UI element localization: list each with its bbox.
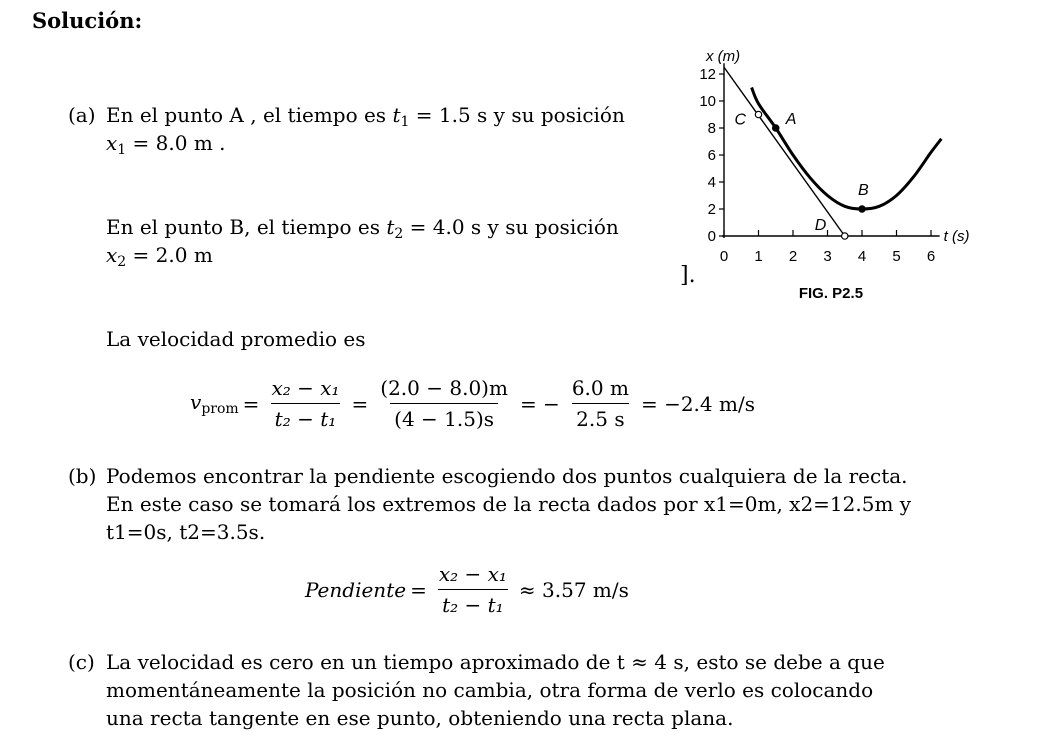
fraction-slope: $\frac{\text{x₂ − x₁}}{\text{t₂ − t₁}}$ [438,562,507,617]
x-tick-label: 2 [788,248,798,265]
slope-equation: Pendiente = $\frac{\text{x₂ − x₁}}{\text{t₂ − t₁}}$ ≈ 3.57 m/s [305,562,629,617]
y-tick-label: 4 [707,174,716,191]
part-c-line-1: La velocidad es cero en un tiempo aproximado de t ≈ 4 s, esto se debe a que [106,650,885,674]
average-velocity-equation: $v_{prom}$ = $\frac{\text{x₂ − x₁}}{\text{t₂ − t₁}}$ = $\frac{(2.0 - 8.0)m}{(4 - 1.5)s}$ = − $\frac{6.0 m}{2.5 s}$ = −2.4 m/s [190,376,755,431]
y-axis-label: x (m) [706,48,741,66]
y-tick-label: 6 [707,147,716,164]
part-b-line-3: t1=0s, t2=3.5s. [106,520,266,544]
part-b-label: (b) [68,464,97,488]
fraction-general: $\frac{\text{x₂ − x₁}}{\text{t₂ − t₁}}$ [271,376,340,431]
position-curve [752,88,942,210]
part-c-line-3: una recta tangente en ese punto, obteniendo una recta plana. [106,706,734,730]
position-time-chart [672,38,982,306]
x-tick-label: 3 [823,248,832,265]
point-label-d: D [814,217,827,234]
y-tick-label: 12 [699,66,716,83]
secant-line [724,67,845,236]
position-time-figure [672,38,982,306]
point-label-b: B [858,182,869,199]
y-tick-label: 2 [707,201,716,218]
y-tick-label: 0 [707,228,716,245]
x-tick-label: 6 [926,248,936,265]
y-tick-label: 10 [699,93,716,110]
point-label-a: A [785,111,797,128]
x-axis-label: t (s) [943,228,970,245]
part-c-line-2: momentáneamente la posición no cambia, otra forma de verlo es colocando [106,678,874,702]
x-tick-label: 4 [857,248,867,265]
x-tick-label: 1 [754,248,763,265]
point-d [842,233,848,239]
part-b-line-1: Podemos encontrar la pendiente escogiendo dos puntos cualquiera de la recta. [106,464,908,488]
part-c-label: (c) [68,650,95,674]
fraction-substituted: $\frac{(2.0 - 8.0)m}{(4 - 1.5)s}$ [380,376,508,431]
part-a-line-1: En el punto A , el tiempo es $t_1 = 1.5$ s y su posición [106,103,625,130]
figure-caption: FIG. P2.5 [798,285,864,302]
x-tick-label: 5 [892,248,901,265]
point-c [755,111,761,117]
point-label-c: C [734,111,747,129]
part-a-line-2: $x_1 = 8.0$ m . [106,131,226,158]
fraction-simplified: $\frac{6.0 m}{2.5 s}$ [571,376,629,431]
x-tick-label: 0 [719,248,729,265]
stray-bracket-mark: ]. [680,263,696,288]
part-b-line-2: En este caso se tomará los extremos de la recta dados por x1=0m, x2=12.5m y [106,492,912,516]
part-a-label: (a) [68,103,96,127]
part-a-line-3: En el punto B, el tiempo es $t_2 = 4.0$ s y su posición [106,215,619,242]
average-velocity-intro: La velocidad promedio es [106,327,366,351]
solution-title: Solución: [32,8,143,33]
y-tick-label: 8 [707,120,716,137]
point-b [859,206,865,212]
point-a [773,125,779,131]
part-a-line-4: $x_2 = 2.0$ m [106,243,213,270]
